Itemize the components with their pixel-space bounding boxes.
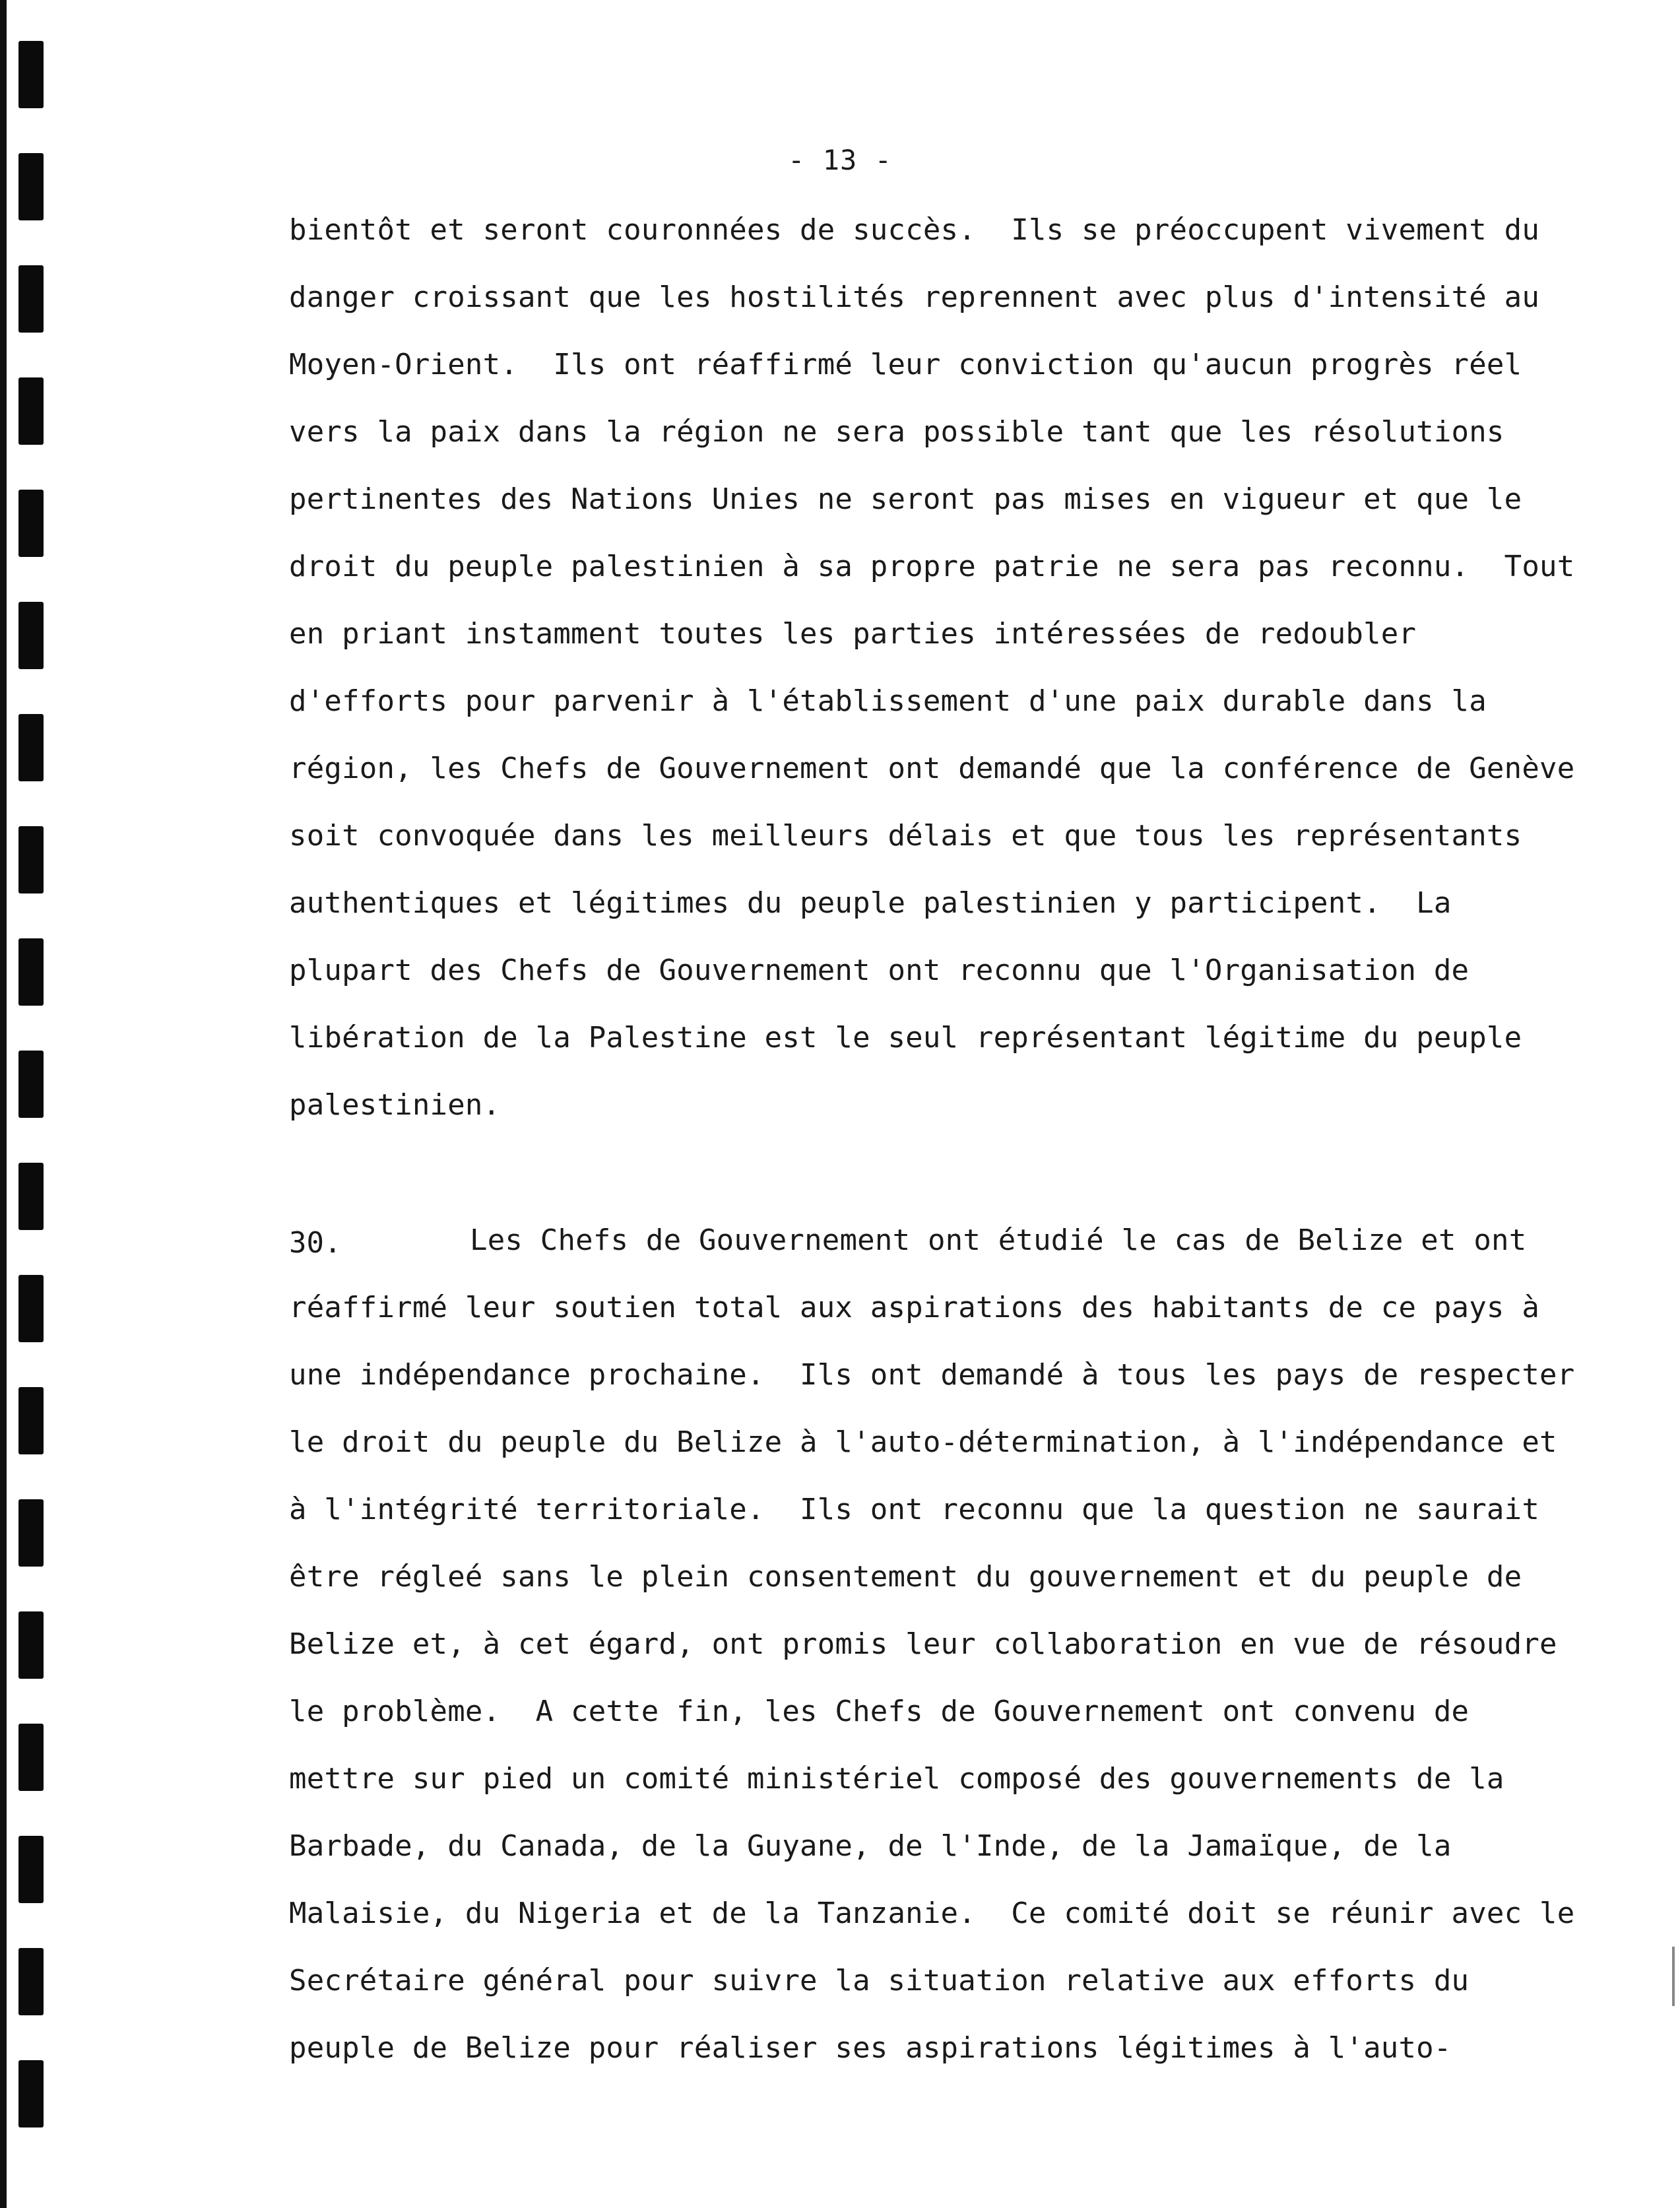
- punch-hole: [18, 1836, 44, 1903]
- punch-hole: [18, 490, 44, 557]
- punch-hole: [18, 1387, 44, 1454]
- punch-hole: [18, 714, 44, 781]
- text-line: Secrétaire général pour suivre la situation relative aux efforts du: [289, 1964, 1470, 1997]
- text-line: le droit du peuple du Belize à l'auto-détermination, à l'indépendance et: [289, 1425, 1557, 1459]
- punch-hole: [18, 1724, 44, 1791]
- punch-hole: [18, 1611, 44, 1679]
- punch-hole: [18, 1051, 44, 1118]
- text-line: Les Chefs de Gouvernement ont étudié le cas de Belize et ont: [470, 1223, 1527, 1257]
- text-line: Malaisie, du Nigeria et de la Tanzanie. Ce comité doit se réunir avec le: [289, 1897, 1575, 1930]
- text-line: d'efforts pour parvenir à l'établissement d'une paix durable dans la: [289, 684, 1487, 718]
- text-line: danger croissant que les hostilités reprennent avec plus d'intensité au: [289, 280, 1540, 314]
- text-line: à l'intégrité territoriale. Ils ont reconnu que la question ne saurait: [289, 1493, 1540, 1526]
- punch-hole: [18, 265, 44, 333]
- text-line: libération de la Palestine est le seul représentant légitime du peuple: [289, 1021, 1522, 1055]
- text-line: authentiques et légitimes du peuple palestinien y participent. La: [289, 886, 1452, 920]
- punch-hole: [18, 602, 44, 669]
- text-line: le problème. A cette fin, les Chefs de Gouvernement ont convenu de: [289, 1695, 1470, 1728]
- text-line: région, les Chefs de Gouvernement ont demandé que la conférence de Genève: [289, 752, 1575, 785]
- punch-hole: [18, 1948, 44, 2015]
- text-line: palestinien.: [289, 1088, 501, 1122]
- text-line: mettre sur pied un comité ministériel composé des gouvernements de la: [289, 1762, 1504, 1796]
- punch-hole: [18, 826, 44, 893]
- scan-mark: [1672, 1947, 1675, 2006]
- text-line: être régleé sans le plein consentement du gouvernement et du peuple de: [289, 1560, 1522, 1594]
- text-line: soit convoquée dans les meilleurs délais et que tous les représentants: [289, 819, 1522, 853]
- punch-hole: [18, 2060, 44, 2127]
- punch-hole: [18, 1499, 44, 1567]
- text-line: droit du peuple palestinien à sa propre patrie ne sera pas reconnu. Tout: [289, 550, 1575, 583]
- text-line: en priant instamment toutes les parties intéressées de redoubler: [289, 617, 1417, 651]
- text-line: Belize et, à cet égard, ont promis leur collaboration en vue de résoudre: [289, 1627, 1557, 1661]
- punch-hole: [18, 41, 44, 108]
- text-line: bientôt et seront couronnées de succès. Ils se préoccupent vivement du: [289, 213, 1540, 247]
- punch-hole: [18, 377, 44, 445]
- punch-hole: [18, 938, 44, 1006]
- text-line: plupart des Chefs de Gouvernement ont reconnu que l'Organisation de: [289, 954, 1470, 987]
- text-line: Barbade, du Canada, de la Guyane, de l'Inde, de la Jamaïque, de la: [289, 1829, 1452, 1863]
- page-number: - 13 -: [788, 144, 892, 176]
- text-line: pertinentes des Nations Unies ne seront pas mises en vigueur et que le: [289, 482, 1522, 516]
- binding-edge: [0, 0, 7, 2208]
- punch-hole: [18, 1275, 44, 1342]
- text-line: une indépendance prochaine. Ils ont demandé à tous les pays de respecter: [289, 1358, 1575, 1392]
- punch-hole: [18, 1163, 44, 1230]
- text-line: réaffirmé leur soutien total aux aspirations des habitants de ce pays à: [289, 1291, 1540, 1324]
- paragraph-number: 30.: [289, 1226, 342, 1260]
- text-line: peuple de Belize pour réaliser ses aspirations légitimes à l'auto-: [289, 2031, 1452, 2065]
- text-line: vers la paix dans la région ne sera possible tant que les résolutions: [289, 415, 1504, 449]
- text-line: Moyen-Orient. Ils ont réaffirmé leur conviction qu'aucun progrès réel: [289, 348, 1522, 381]
